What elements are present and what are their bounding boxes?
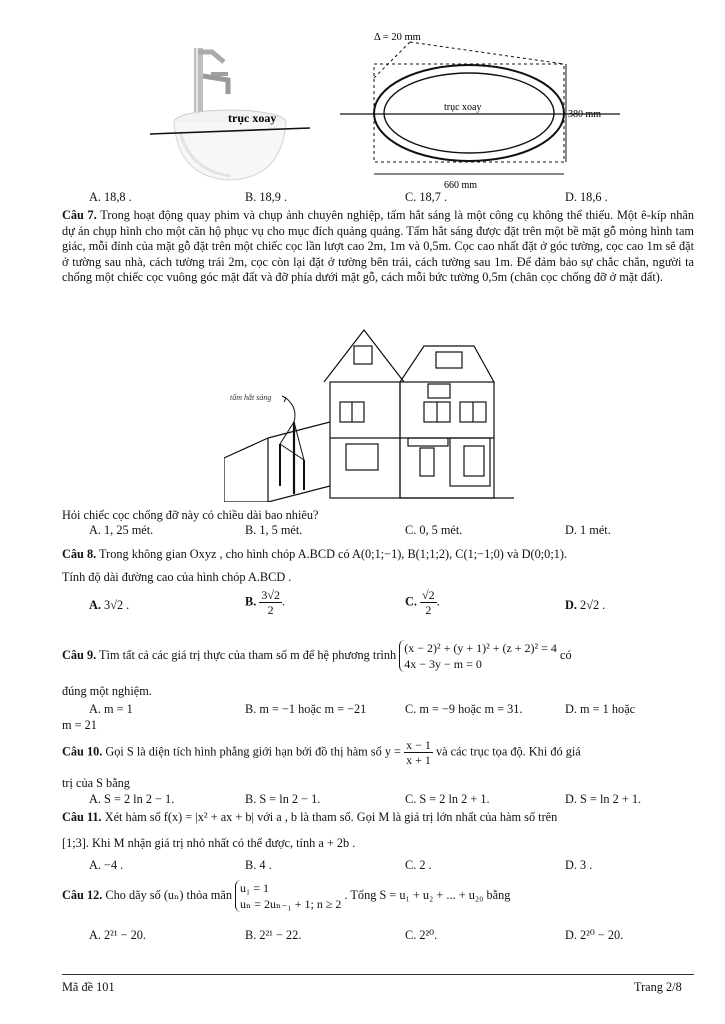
q9-eq1: (x − 2)² + (y + 1)² + (z + 2)² = 4 bbox=[404, 641, 557, 655]
q7-question: Hỏi chiếc cọc chống đỡ này có chiều dài bao nhiêu? bbox=[62, 508, 319, 522]
q8-option-c: C. $\frac{√2}{2}$ . bbox=[405, 588, 440, 617]
q10-text2: trị của S bằng bbox=[62, 776, 130, 790]
q6-option-d: D. 18,6 . bbox=[565, 190, 608, 204]
width-label: 660 mm bbox=[444, 180, 478, 191]
q9-option-b: B. m = −1 hoặc m = −21 bbox=[245, 702, 367, 716]
q9-system bbox=[399, 640, 557, 672]
q8-number: Câu 8. bbox=[62, 547, 97, 561]
q8-option-b: B. $\frac{3√2}{2}$ . bbox=[245, 588, 286, 617]
q7-option-a: A. 1, 25 mét. bbox=[89, 523, 154, 537]
basin-figure bbox=[150, 38, 310, 186]
q12-option-a: A. 2²¹ − 20. bbox=[89, 928, 147, 942]
q8-b-num: 3√2 bbox=[261, 588, 280, 602]
q12-option-d: D. 2²⁰ − 20. bbox=[565, 928, 624, 942]
footer-divider bbox=[62, 974, 694, 975]
q11-number: Câu 11. bbox=[62, 810, 102, 824]
q9-eq2: 4x − 3y − m = 0 bbox=[404, 657, 482, 671]
q7-text: Trong hoạt động quay phim và chụp ảnh chuyên nghiệp, tấm hắt sáng là một công cụ không thể thiếu. Một ê-kíp nhân dự án chụp hình cho một căn hộ phục vụ cho mục đích quảng quảng. Tấm hắt sáng được đặt trên một bề mặt gỗ mỏng hình tam giác, mỗi đỉnh của mặt gỗ đặt trên một chiếc cọc lần lượt cao 2m, 1m và 0,5m. Cọc cao nhất đặt ở góc tường, cọc cao 1m sẽ đặt ở tường sau nhà, cách tường trái 2m, cọc còn lại đặt ở tường bên trái, cách tường sau 1m. Để đảm bảo sự chắc chắn, người ta chống một chiếc cọc vuông góc mặt đất và đỡ phía dưới mặt gỗ, cách mỗi bức tường 0,5m (chân cọc chống đỡ ở mặt đất). bbox=[62, 208, 695, 285]
q11-text: Xét hàm số f(x) = |x² + ax + b| với a , b là tham số. Gọi M là giá trị lớn nhất của hàm số trên bbox=[104, 810, 558, 824]
q10-text: Gọi S là diện tích hình phẳng giới hạn bởi đồ thị hàm số bbox=[105, 744, 382, 759]
q11-option-d: D. 3 . bbox=[565, 858, 593, 872]
q9-option-c: C. m = −9 hoặc m = 31. bbox=[405, 702, 523, 716]
q6-option-a: A. 18,8 . bbox=[89, 190, 132, 204]
house-figure bbox=[224, 326, 514, 502]
q11-option-a: A. −4 . bbox=[89, 858, 124, 872]
q10-func-lhs: y = bbox=[384, 744, 401, 759]
q7-option-b: B. 1, 5 mét. bbox=[245, 523, 303, 537]
q9-text2: đúng một nghiệm. bbox=[62, 684, 152, 698]
q10-option-b: B. S = ln 2 − 1. bbox=[245, 792, 321, 806]
q10-func-den: x + 1 bbox=[406, 753, 431, 767]
q10-text-after: và các trục tọa độ. Khi đó giá bbox=[435, 744, 581, 759]
basin-axis-label: trục xoay bbox=[228, 111, 277, 125]
q8-b-label: B. bbox=[245, 594, 257, 609]
q9-line1 bbox=[62, 640, 702, 672]
q11-line1 bbox=[62, 810, 702, 826]
q12-option-c: C. 2²⁰. bbox=[405, 928, 438, 942]
q9-text-after: có bbox=[560, 647, 572, 662]
q6-option-b: B. 18,9 . bbox=[245, 190, 288, 204]
q11-option-b: B. 4 . bbox=[245, 858, 272, 872]
footer-page-number: Trang 2/8 bbox=[634, 980, 682, 994]
q11-text2: [1;3]. Khi M nhận giá trị nhỏ nhất có thể được, tính a + 2b . bbox=[62, 836, 356, 850]
q10-number: Câu 10. bbox=[62, 744, 103, 759]
q12-number: Câu 12. bbox=[62, 887, 103, 902]
q7-number: Câu 7. bbox=[62, 208, 97, 222]
reflector-label: tấm hắt sáng bbox=[230, 393, 272, 402]
q7-paragraph bbox=[62, 208, 694, 286]
ellipse-axis-label: trục xoay bbox=[444, 102, 482, 113]
q6-option-c: C. 18,7 . bbox=[405, 190, 448, 204]
q8-d-value: 2√2 . bbox=[580, 598, 606, 612]
q7-option-d: D. 1 mét. bbox=[565, 523, 611, 537]
q8-line1 bbox=[62, 547, 702, 563]
q12-line1 bbox=[62, 880, 702, 912]
q9-text: Tìm tất cả các giá trị thực của tham số m để hệ phương trình bbox=[99, 647, 397, 662]
q8-c-den: 2 bbox=[425, 603, 432, 617]
q12-eq2: uₙ = 2uₙ₋₁ + 1; n ≥ 2 bbox=[240, 897, 342, 911]
basin-illustration bbox=[150, 38, 310, 186]
q8-c-label: C. bbox=[405, 594, 417, 609]
q8-d-label: D. bbox=[565, 598, 577, 612]
q12-option-b: B. 2²¹ − 22. bbox=[245, 928, 302, 942]
q9-option-d-cont: m = 21 bbox=[62, 718, 97, 732]
ellipse-diagram bbox=[340, 28, 620, 194]
q8-c-num: √2 bbox=[422, 588, 435, 602]
height-label: 380 mm bbox=[568, 109, 602, 120]
footer-exam-code: Mã đề 101 bbox=[62, 980, 115, 994]
q9-number: Câu 9. bbox=[62, 647, 97, 662]
q12-eq1: u₁ = 1 bbox=[240, 881, 269, 895]
ellipse-figure bbox=[340, 28, 620, 194]
house-illustration bbox=[224, 326, 514, 502]
q9-option-a: A. m = 1 bbox=[89, 702, 133, 716]
q11-option-c: C. 2 . bbox=[405, 858, 432, 872]
delta-label: Δ = 20 mm bbox=[374, 32, 421, 43]
q8-text: Trong không gian Oxyz , cho hình chóp A.BCD có A(0;1;−1), B(1;1;2), C(1;−1;0) và D(0;0;1). bbox=[99, 547, 568, 561]
q8-text2: Tính độ dài đường cao của hình chóp A.BCD . bbox=[62, 570, 292, 584]
q10-option-a: A. S = 2 ln 2 − 1. bbox=[89, 792, 175, 806]
q10-option-d: D. S = ln 2 + 1. bbox=[565, 792, 642, 806]
q10-func-num: x − 1 bbox=[406, 738, 431, 752]
q10-option-c: C. S = 2 ln 2 + 1. bbox=[405, 792, 490, 806]
q12-text-after: . Tổng S = u₁ + u₂ + ... + u₂₀ bằng bbox=[344, 887, 511, 902]
q7-option-c: C. 0, 5 mét. bbox=[405, 523, 463, 537]
q8-option-a bbox=[89, 598, 129, 613]
q12-text: Cho dãy số (uₙ) thỏa mãn bbox=[105, 887, 232, 902]
q8-b-den: 2 bbox=[267, 603, 274, 617]
q12-system bbox=[235, 880, 341, 912]
q10-line1 bbox=[62, 738, 702, 767]
q8-a-value: 3√2 . bbox=[104, 598, 130, 612]
q8-option-d bbox=[565, 598, 605, 613]
q8-a-label: A. bbox=[89, 598, 101, 612]
q9-option-d: D. m = 1 hoặc bbox=[565, 702, 636, 716]
